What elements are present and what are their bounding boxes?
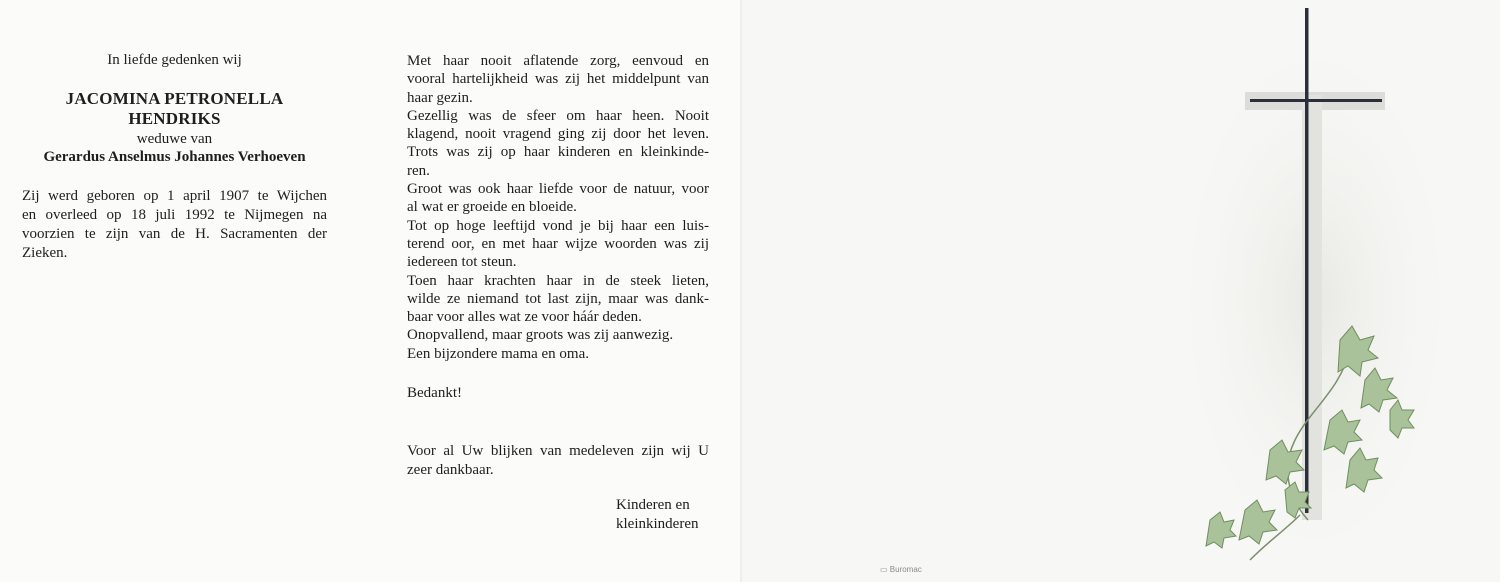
signed-line: Kinderen en xyxy=(616,497,690,513)
born-line: Zieken. xyxy=(22,245,68,261)
poem-line: al wat er groeide en bloeide. xyxy=(407,199,577,216)
birth-death-text xyxy=(22,187,327,263)
poem-line: Met haar nooit aflatende zorg, eenvoud en xyxy=(407,53,709,69)
signed-line: kleinkinderen xyxy=(616,516,699,532)
brand-mark xyxy=(880,565,922,574)
poem-line: Onopvallend, maar groots was zij aanwezig. xyxy=(407,327,674,344)
condolence-text xyxy=(407,442,709,480)
condolence-line: zeer dankbaar. xyxy=(407,462,494,478)
poem-line: iedereen tot steun. xyxy=(407,254,517,271)
cross-upright xyxy=(1305,8,1309,513)
poem-line: Groot was ook haar liefde voor de natuur, voor xyxy=(407,181,709,198)
husband-name: Gerardus Anselmus Johannes Verhoeven xyxy=(43,149,306,165)
born-line: voorzien te zijn van de H. Sacramenten der xyxy=(22,226,327,242)
poem-line: haar gezin. xyxy=(407,89,473,106)
widow-of-text: weduwe van xyxy=(136,131,213,147)
poem-line: Tot op hoge leeftijd vond je bij haar een luis- xyxy=(407,217,709,234)
brand-logo-icon: ▭ xyxy=(880,565,890,574)
cross-crossbar xyxy=(1250,99,1382,102)
deceased-name xyxy=(22,89,327,129)
name-line-1: JACOMINA PETRONELLA xyxy=(65,89,284,108)
poem-line: Toen haar krachten haar in de steek lieten, xyxy=(407,272,709,289)
born-line: Zij werd geboren op 1 april 1907 te Wijchen xyxy=(22,188,327,204)
born-line: en overleed op 18 juli 1992 te Nijmegen na xyxy=(22,207,327,223)
poem-line: baar voor alles wat ze voor háár deden. xyxy=(407,309,642,326)
poem-line: Gezellig was de sfeer om haar heen. Nooit xyxy=(407,107,709,124)
poem-line: wilde ze niemand tot last zijn, maar was dank- xyxy=(407,290,709,307)
fold-line xyxy=(740,0,742,582)
condolence-line: Voor al Uw blijken van medeleven zijn wij U xyxy=(407,443,709,459)
poem-line: Een bijzondere mama en oma. xyxy=(407,345,590,362)
poem-line: terend oor, en met haar wijze woorden was zij xyxy=(407,235,709,252)
left-panel xyxy=(0,0,375,582)
poem-line: ren. xyxy=(407,162,430,179)
poem-text xyxy=(407,52,709,363)
cross-illustration xyxy=(1190,0,1440,582)
brand-text: Buromac xyxy=(889,565,922,574)
intro-text: In liefde gedenken wij xyxy=(107,52,242,68)
poem-line: klagend, nooit vragend ging zij door het leven. xyxy=(407,126,709,143)
signature-text xyxy=(616,496,698,534)
thanks-text: Bedankt! xyxy=(407,385,462,401)
poem-line: vooral hartelijkheid was zij het middelpunt van xyxy=(407,71,709,88)
name-line-2: HENDRIKS xyxy=(128,109,221,128)
poem-line: Trots was zij op haar kinderen en kleinkinde- xyxy=(407,144,709,161)
